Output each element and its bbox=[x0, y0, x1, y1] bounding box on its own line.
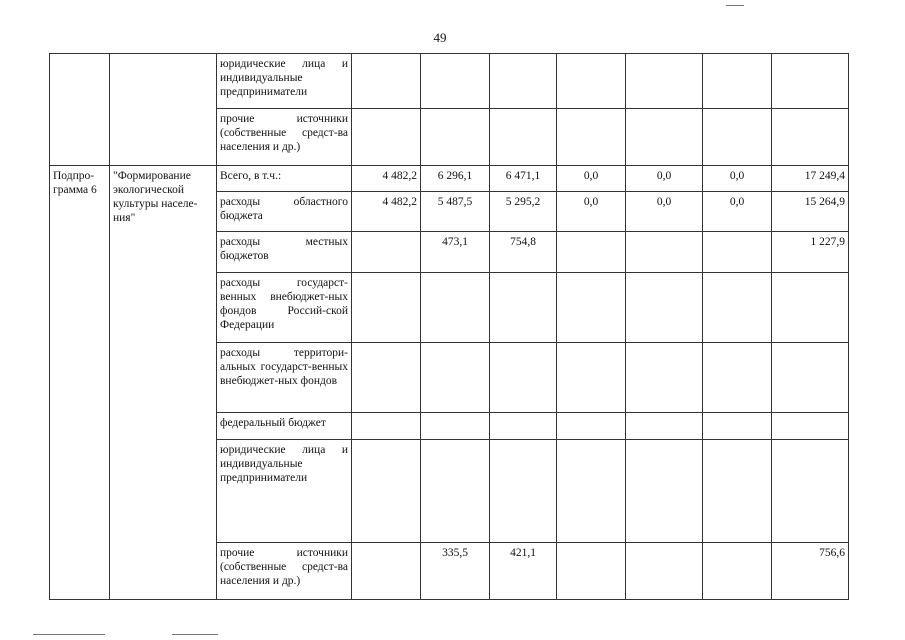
value-cell bbox=[772, 343, 849, 413]
value-cell bbox=[421, 343, 490, 413]
value-cell: 0,0 bbox=[626, 192, 703, 232]
value-cell: 1 227,9 bbox=[772, 232, 849, 273]
budget-table bbox=[49, 53, 849, 600]
funding-source-cell: юридические лица и индивидуальные предприниматели bbox=[217, 54, 352, 109]
value-cell bbox=[490, 343, 557, 413]
funding-source-cell: юридические лица и индивидуальные предприниматели bbox=[217, 440, 352, 543]
value-cell: 5 295,2 bbox=[490, 192, 557, 232]
value-cell bbox=[772, 54, 849, 109]
scan-mark-top bbox=[726, 5, 744, 6]
value-cell bbox=[703, 413, 772, 440]
value-cell bbox=[772, 109, 849, 166]
scan-mark-bottom-mid bbox=[172, 634, 218, 635]
value-cell bbox=[490, 440, 557, 543]
value-cell bbox=[557, 54, 626, 109]
value-cell: 756,6 bbox=[772, 543, 849, 600]
funding-source-cell: расходы областного бюджета bbox=[217, 192, 352, 232]
value-cell bbox=[772, 413, 849, 440]
value-cell bbox=[490, 273, 557, 343]
value-cell bbox=[626, 273, 703, 343]
value-cell bbox=[352, 543, 421, 600]
value-cell: 6 296,1 bbox=[421, 166, 490, 192]
value-cell: 0,0 bbox=[557, 166, 626, 192]
value-cell bbox=[772, 440, 849, 543]
value-cell bbox=[557, 273, 626, 343]
value-cell bbox=[557, 413, 626, 440]
value-cell bbox=[703, 343, 772, 413]
value-cell bbox=[490, 109, 557, 166]
value-cell bbox=[352, 273, 421, 343]
value-cell: 5 487,5 bbox=[421, 192, 490, 232]
value-cell bbox=[703, 232, 772, 273]
value-cell: 0,0 bbox=[703, 192, 772, 232]
value-cell bbox=[352, 413, 421, 440]
value-cell: 17 249,4 bbox=[772, 166, 849, 192]
subprogram-name-cell-prev bbox=[110, 54, 217, 166]
value-cell: 15 264,9 bbox=[772, 192, 849, 232]
funding-source-cell: расходы местных бюджетов bbox=[217, 232, 352, 273]
value-cell bbox=[772, 273, 849, 343]
funding-source-cell: прочие источники (собственные средст-ва населения и др.) bbox=[217, 109, 352, 166]
value-cell: 421,1 bbox=[490, 543, 557, 600]
value-cell: 4 482,2 bbox=[352, 166, 421, 192]
value-cell bbox=[421, 273, 490, 343]
value-cell bbox=[626, 54, 703, 109]
value-cell: 4 482,2 bbox=[352, 192, 421, 232]
funding-source-cell: Всего, в т.ч.: bbox=[217, 166, 352, 192]
value-cell: 6 471,1 bbox=[490, 166, 557, 192]
value-cell bbox=[352, 343, 421, 413]
table-row bbox=[50, 54, 849, 109]
funding-source-cell: расходы территори-альных государст-венных внебюджет-ных фондов bbox=[217, 343, 352, 413]
value-cell bbox=[352, 109, 421, 166]
value-cell bbox=[703, 54, 772, 109]
page-number: 49 bbox=[433, 30, 447, 45]
value-cell bbox=[490, 413, 557, 440]
value-cell bbox=[626, 343, 703, 413]
value-cell bbox=[626, 543, 703, 600]
value-cell: 473,1 bbox=[421, 232, 490, 273]
value-cell bbox=[703, 440, 772, 543]
value-cell bbox=[703, 109, 772, 166]
subprogram-code-cell-prev bbox=[50, 54, 110, 166]
funding-source-cell: федеральный бюджет bbox=[217, 413, 352, 440]
value-cell bbox=[557, 343, 626, 413]
value-cell: 0,0 bbox=[703, 166, 772, 192]
value-cell bbox=[626, 440, 703, 543]
value-cell bbox=[557, 232, 626, 273]
value-cell: 0,0 bbox=[626, 166, 703, 192]
value-cell bbox=[421, 440, 490, 543]
value-cell bbox=[626, 232, 703, 273]
value-cell bbox=[626, 413, 703, 440]
table-row bbox=[50, 166, 849, 192]
value-cell: 335,5 bbox=[421, 543, 490, 600]
value-cell bbox=[703, 543, 772, 600]
value-cell bbox=[557, 543, 626, 600]
subprogram-code-cell: Подпро-грамма 6 bbox=[50, 166, 110, 600]
value-cell bbox=[352, 440, 421, 543]
value-cell bbox=[703, 273, 772, 343]
value-cell: 0,0 bbox=[557, 192, 626, 232]
value-cell bbox=[557, 440, 626, 543]
value-cell bbox=[421, 109, 490, 166]
value-cell bbox=[490, 54, 557, 109]
value-cell bbox=[421, 413, 490, 440]
value-cell bbox=[557, 109, 626, 166]
scan-mark-bottom-left bbox=[33, 634, 105, 635]
funding-source-cell: прочие источники (собственные средст-ва населения и др.) bbox=[217, 543, 352, 600]
value-cell: 754,8 bbox=[490, 232, 557, 273]
value-cell bbox=[626, 109, 703, 166]
subprogram-name-cell: "Формирование экологической культуры населе-ния" bbox=[110, 166, 217, 600]
value-cell bbox=[421, 54, 490, 109]
funding-source-cell: расходы государст-венных внебюджет-ных фондов Россий-ской Федерации bbox=[217, 273, 352, 343]
value-cell bbox=[352, 54, 421, 109]
value-cell bbox=[352, 232, 421, 273]
